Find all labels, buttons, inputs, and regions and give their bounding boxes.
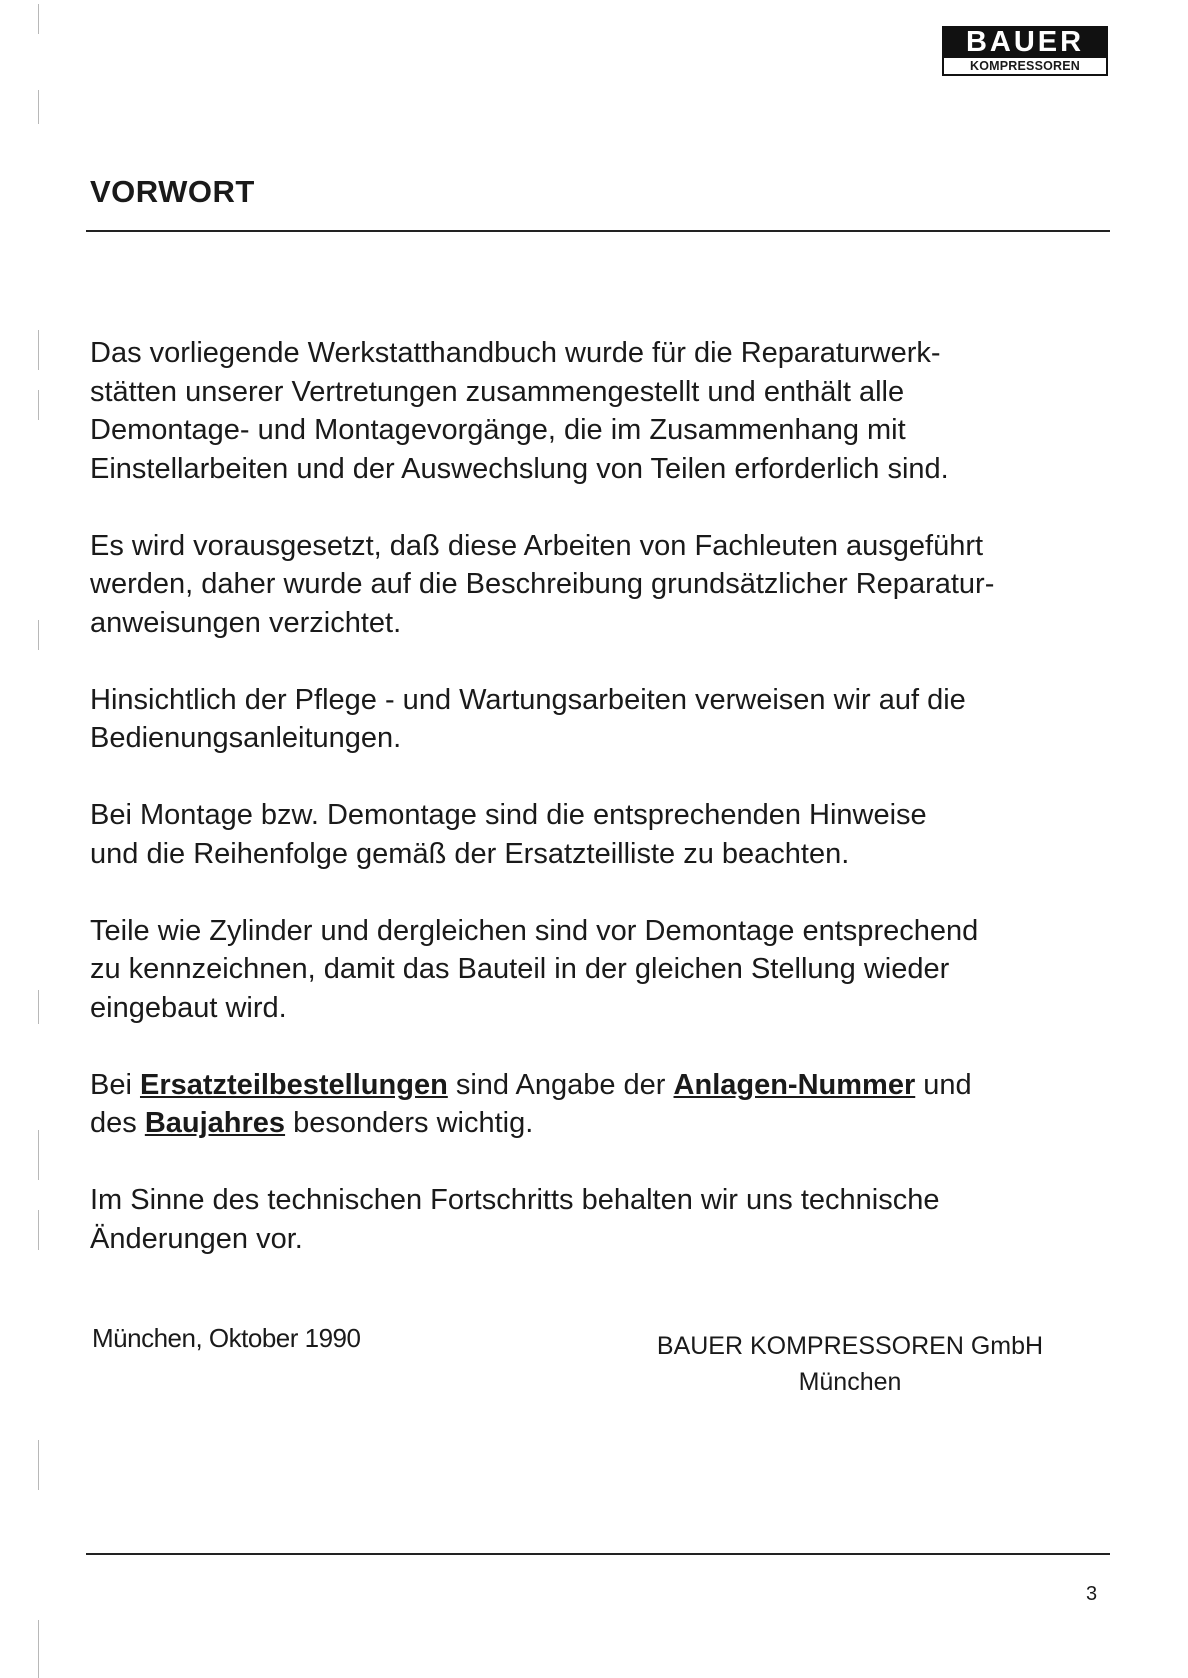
- paragraph-7: [90, 1181, 1110, 1258]
- paragraph-6-text-1: Bei: [90, 1068, 140, 1101]
- binding-edge: [38, 0, 42, 1678]
- paragraph-1-text: Das vorliegende Werkstatthandbuch wurde für die Reparaturwerk- stätten unserer Vertretungen zusammengestellt und enthält alle Demontage- und Montagevorgänge, die im Zusammenhang mit Einstellarbeiten und der Auswechslung von Teilen erforderlich sind.: [90, 337, 949, 485]
- emphasis-year-of-build: Baujahres: [144, 1107, 286, 1139]
- paragraph-7-text: Im Sinne des technischen Fortschritts behalten wir uns technische Änderungen vor.: [90, 1184, 940, 1255]
- paragraph-4: [90, 796, 1110, 873]
- paragraph-6-text-4: des: [90, 1107, 145, 1139]
- page-title: VORWORT: [90, 174, 255, 209]
- paragraph-5-text: Teile wie Zylinder und dergleichen sind vor Demontage entsprechend zu kennzeichnen, damit das Bauteil in der gleichen Stellung wieder eingebaut wird.: [90, 914, 979, 1024]
- paragraph-3: [90, 681, 1110, 758]
- header-rule: [86, 230, 1110, 232]
- place-and-date: München, Oktober 1990: [92, 1323, 361, 1353]
- company-signature: [630, 1328, 1070, 1400]
- paragraph-1: [90, 334, 1110, 488]
- company-city: München: [798, 1368, 902, 1396]
- page-number: 3: [1086, 1583, 1098, 1605]
- paragraph-6-text-3: und: [915, 1068, 972, 1101]
- paragraph-5: [90, 912, 1110, 1028]
- paragraph-3-text: Hinsichtlich der Pflege - und Wartungsarbeiten verweisen wir auf die Bedienungsanleitungen.: [90, 683, 966, 754]
- paragraph-6-text-2: sind Angabe der: [447, 1068, 674, 1101]
- paragraph-6-text-5: besonders wichtig.: [285, 1107, 534, 1139]
- paragraph-2: [90, 527, 1110, 643]
- logo-subtitle: KOMPRESSOREN: [942, 58, 1108, 76]
- paragraph-2-text: Es wird vorausgesetzt, daß diese Arbeiten von Fachleuten ausgeführt werden, daher wurde auf die Beschreibung grundsätzlicher Reparatur- anweisungen verzichtet.: [90, 529, 995, 639]
- emphasis-spare-part-orders: Ersatzteilbestellungen: [139, 1068, 448, 1101]
- foreword-body: [90, 334, 1110, 1297]
- emphasis-system-number: Anlagen-Nummer: [673, 1068, 916, 1101]
- paragraph-4-text: Bei Montage bzw. Demontage sind die entsprechenden Hinweise und die Reihenfolge gemäß der Ersatzteilliste zu beachten.: [90, 799, 927, 870]
- company-name: BAUER KOMPRESSOREN GmbH: [656, 1332, 1044, 1360]
- paragraph-6: [90, 1066, 1110, 1143]
- footer-rule: [86, 1553, 1110, 1555]
- company-logo: [942, 26, 1108, 76]
- logo-brand: BAUER: [942, 26, 1108, 58]
